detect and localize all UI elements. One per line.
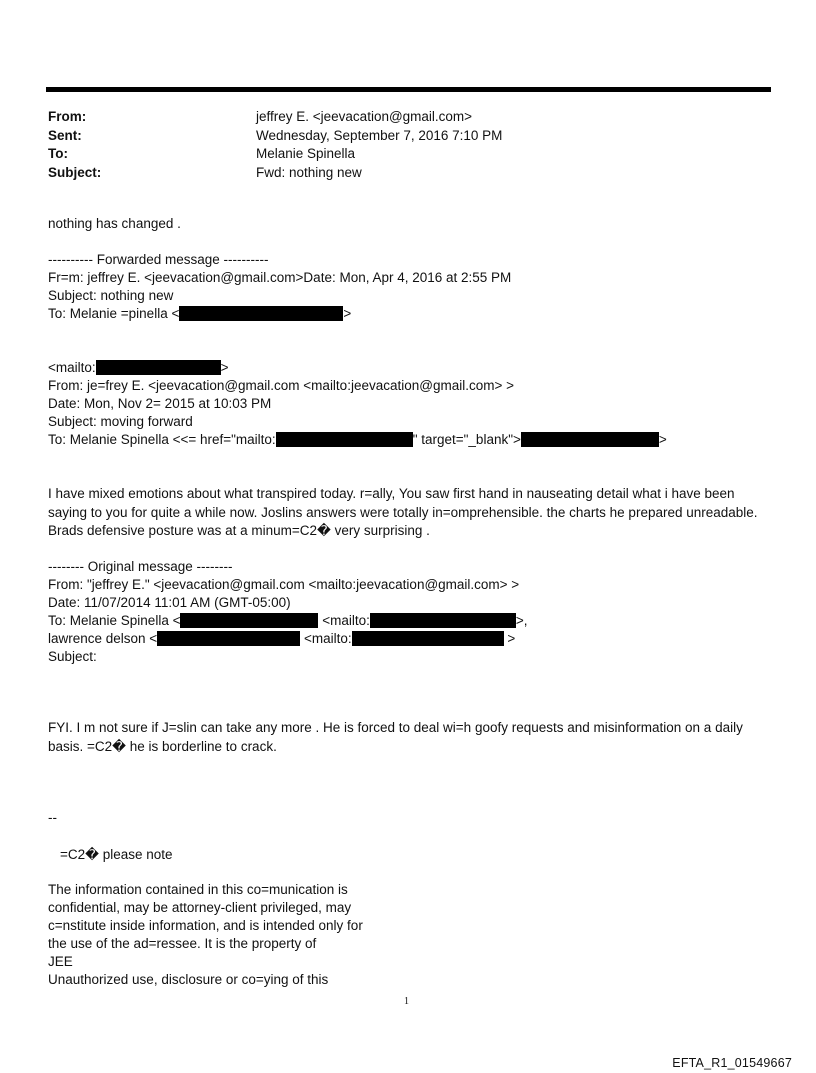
- mailto-suffix: >: [220, 360, 229, 375]
- page-number: 1: [404, 996, 409, 1007]
- forwarded-to-suffix: >: [343, 306, 352, 321]
- original-to-prefix: To: Melanie Spinella <: [48, 613, 181, 628]
- forwarded-to-prefix: To: Melanie =pinella <: [48, 306, 180, 321]
- message2-from: From: je=frey E. <jeevacation@gmail.com <mailto:jeevacation@gmail.com> >: [48, 378, 514, 393]
- disclaimer-line-3: c=nstitute inside information, and is intended only for: [48, 918, 363, 933]
- from-value: jeffrey E. <jeevacation@gmail.com>: [256, 109, 473, 124]
- sent-value: Wednesday, September 7, 2016 7:10 PM: [256, 127, 503, 143]
- original-to-mid: <mailto:: [322, 613, 370, 628]
- original-date: Date: 11/07/2014 11:01 AM (GMT-05:00): [48, 595, 291, 610]
- redaction-block: [96, 360, 221, 375]
- forwarded-from: Fr=m: jeffrey E. <jeevacation@gmail.com>Date: Mon, Apr 4, 2016 at 2:55 PM: [48, 270, 512, 285]
- original-cc-prefix: lawrence delson <: [48, 631, 158, 646]
- subject-row: [48, 164, 502, 183]
- message2-to-mid: " target="_blank">: [412, 432, 521, 447]
- original-to: [48, 612, 528, 630]
- message2-to-prefix: To: Melanie Spinella <<= href="mailto:: [48, 432, 276, 447]
- to-row: [48, 145, 502, 164]
- mailto-prefix: <mailto:: [48, 360, 96, 375]
- bates-number: EFTA_R1_01549667: [672, 1056, 792, 1070]
- original-cc-suffix: >: [507, 631, 516, 646]
- original-to-suffix: >,: [515, 613, 528, 628]
- disclaimer-line-2: confidential, may be attorney-client privileged, may: [48, 900, 352, 915]
- from-row: [48, 108, 502, 127]
- redaction-block: [352, 631, 504, 646]
- mailto-line: [48, 359, 229, 377]
- sent-row: [48, 127, 502, 146]
- signature-note: =C2� please note: [60, 847, 173, 862]
- forwarded-to: [48, 305, 351, 323]
- forwarded-marker: ---------- Forwarded message ----------: [48, 252, 269, 267]
- message2-date: Date: Mon, Nov 2= 2015 at 10:03 PM: [48, 396, 272, 411]
- disclaimer-line-6: Unauthorized use, disclosure or co=ying of this: [48, 972, 329, 987]
- to-label: To:: [48, 146, 68, 161]
- message2-to: [48, 431, 667, 449]
- body-paragraph-2: FYI. I m not sure if J=slin can take any more . He is forced to deal wi=h goofy requests and misinformation on a daily basis. =C2� he is borderline to crack.: [48, 720, 743, 754]
- original-from: From: "jeffrey E." <jeevacation@gmail.com <mailto:jeevacation@gmail.com> >: [48, 577, 520, 592]
- sent-label: Sent:: [48, 127, 82, 143]
- redaction-block: [370, 613, 516, 628]
- body-paragraph-1: I have mixed emotions about what transpired today. r=ally, You saw first hand in nauseating detail what i have been saying to you for quite a while now. Joslins answers were totally in=omprehensible. the charts he prepared unreadable. Brads defensive posture was at a minum=C2� very surprising .: [48, 486, 758, 538]
- redaction-block: [276, 432, 413, 447]
- original-marker: -------- Original message --------: [48, 559, 233, 574]
- disclaimer-line-5: JEE: [48, 954, 73, 969]
- to-value: Melanie Spinella: [256, 146, 356, 161]
- from-label: From:: [48, 109, 87, 124]
- message2-to-suffix: >: [658, 432, 667, 447]
- message2-subject: Subject: moving forward: [48, 414, 193, 429]
- header-rule: [46, 87, 771, 92]
- redaction-block: [180, 613, 318, 628]
- intro-line: nothing has changed .: [48, 216, 181, 231]
- redaction-block: [179, 306, 343, 321]
- subject-label: Subject:: [48, 164, 102, 180]
- signature-dashes: --: [48, 810, 57, 825]
- redaction-block: [521, 432, 659, 447]
- disclaimer-line-4: the use of the ad=ressee. It is the property of: [48, 936, 317, 951]
- redaction-block: [157, 631, 300, 646]
- original-cc-mid: <mailto:: [303, 631, 352, 646]
- email-header: [48, 108, 502, 182]
- original-subject: Subject:: [48, 649, 97, 664]
- forwarded-subject: Subject: nothing new: [48, 288, 174, 303]
- disclaimer-line-1: The information contained in this co=munication is: [48, 882, 348, 897]
- original-cc: [48, 630, 515, 648]
- subject-value: Fwd: nothing new: [256, 164, 362, 180]
